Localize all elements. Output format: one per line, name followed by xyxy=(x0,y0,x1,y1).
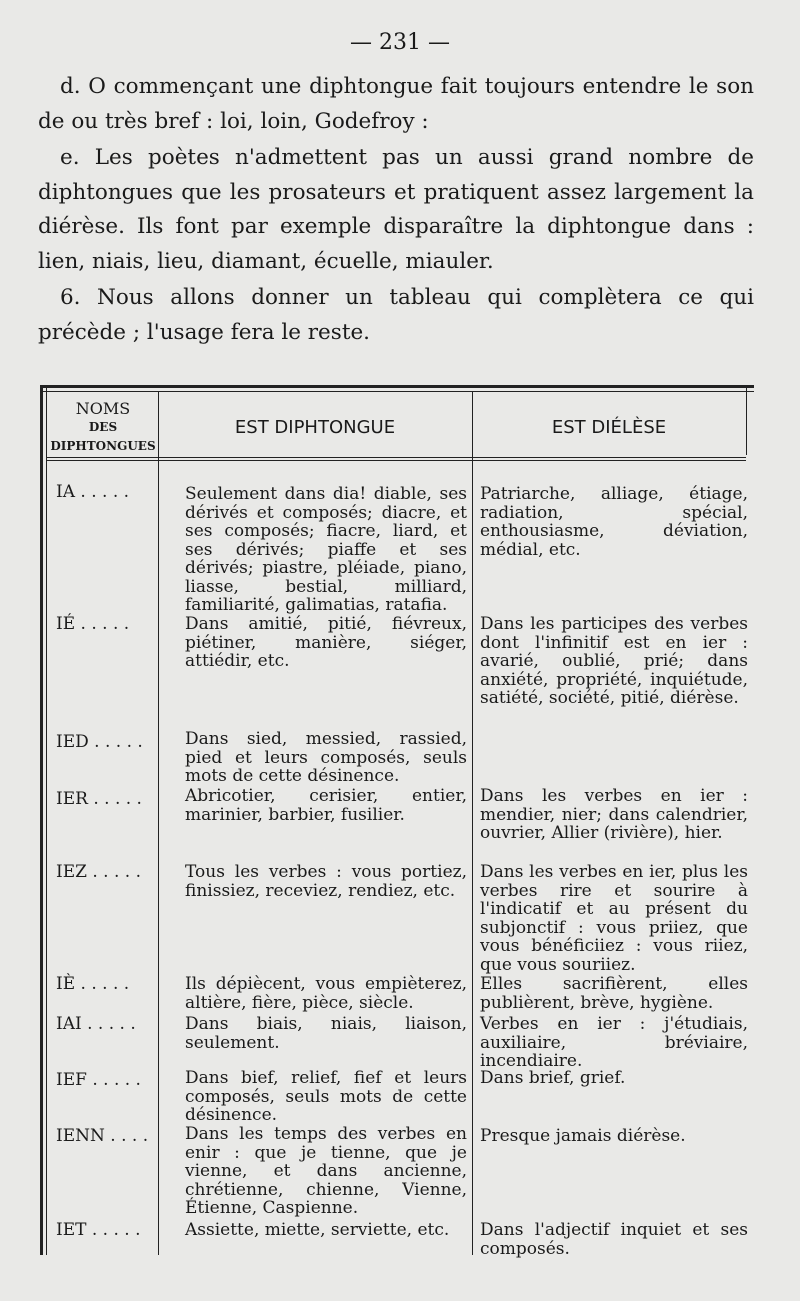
row-dierese-iez: Dans les verbes en ier, plus les verbes rire et sourire à l'indicatif et au présent du subjonctif : vous priiez, que vous bénéficiiez : vous riiez, que vous souriiez. xyxy=(480,862,748,975)
row-dierese-ief: Dans brief, grief. xyxy=(480,1068,626,1088)
row-diphtongue-ief: Dans bief, relief, fief et leurs composés, seuls mots de cette désinence. xyxy=(185,1068,467,1125)
row-dierese-ie: Dans les participes des verbes dont l'infinitif est en ier : avarié, oublié, prié; dans anxiété, propriété, inquiétude, satiété, société, pitié, diérèse. xyxy=(480,614,748,708)
row-name-iez: IEZ . . . . . xyxy=(56,862,141,882)
column-divider-1 xyxy=(158,391,159,1255)
body-text xyxy=(38,70,754,350)
header-est-diphtongue: EST DIPHTONGUE xyxy=(234,417,396,438)
row-name-ie: IÉ . . . . . xyxy=(56,614,130,634)
row-name-ied: IED . . . . . xyxy=(56,732,143,752)
header-noms-line3: DIPHTONGUES xyxy=(50,439,156,453)
row-dierese-ienn: Presque jamais diérèse. xyxy=(480,1126,686,1146)
row-name-ia: IA . . . . . xyxy=(56,482,130,502)
diphthong-table xyxy=(40,385,754,1259)
row-dierese-iet: Dans l'adjectif inquiet et ses composés. xyxy=(480,1220,748,1259)
row-diphtongue-iez: Tous les verbes : vous portiez, finissiez, receviez, rendiez, etc. xyxy=(185,862,467,901)
header-noms-line2: DES xyxy=(88,420,118,434)
paragraph-d: d. O commençant une diphtongue fait toujours entendre le son de ou très bref : loi, loin, Godefroy : xyxy=(38,74,754,134)
row-name-ier: IER . . . . . xyxy=(56,789,142,809)
row-dierese-ia: Patriarche, alliage, étiage, radiation, spécial, enthousiasme, déviation, médial, etc. xyxy=(480,484,748,560)
header-est-dierese: EST DIÉLÈSE xyxy=(551,417,667,438)
row-name-iet: IET . . . . . xyxy=(56,1220,141,1240)
row-diphtongue-ie: Dans amitié, pitié, fiévreux, piétiner, manière, siéger, attiédir, etc. xyxy=(185,614,467,671)
row-diphtongue-iet: Assiette, miette, serviette, etc. xyxy=(185,1220,450,1240)
header-noms xyxy=(50,399,156,456)
paragraph-e: e. Les poètes n'admettent pas un aussi grand nombre de diphtongues que les prosateurs et pratiquent assez largement la diérèse. Ils font par exemple disparaître la diphtongue dans : lien, niais, lieu, diamant, écuelle, miauler. xyxy=(38,145,754,274)
row-diphtongue-ier: Abricotier, cerisier, entier, marinier, barbier, fusilier. xyxy=(185,786,467,825)
row-name-iai: IAI . . . . . xyxy=(56,1014,136,1034)
row-diphtongue-iai: Dans biais, niais, liaison, seulement. xyxy=(185,1014,467,1053)
paragraph-6: 6. Nous allons donner un tableau qui complètera ce qui précède ; l'usage fera le reste. xyxy=(38,285,754,345)
column-divider-2 xyxy=(472,391,473,1255)
row-diphtongue-ienn: Dans les temps des verbes en enir : que je tienne, que je vienne, et dans ancienne, chrétienne, chienne, Vienne, Étienne, Caspienne. xyxy=(185,1124,467,1218)
table-top-rule-inner xyxy=(40,391,754,392)
table-left-rule xyxy=(40,385,43,1255)
header-rule xyxy=(46,457,746,458)
row-diphtongue-ie-grave: Ils dépiècent, vous empièterez, altière, fière, pièce, siècle. xyxy=(185,974,467,1013)
row-dierese-iai: Verbes en ier : j'étudiais, auxiliaire, bréviaire, incendiaire. xyxy=(480,1014,748,1071)
row-name-ienn: IENN . . . . xyxy=(56,1126,149,1146)
header-noms-line1: NOMS xyxy=(75,399,131,418)
row-dierese-ier: Dans les verbes en ier : mendier, nier; dans calendrier, ouvrier, Allier (rivière), hier. xyxy=(480,786,748,843)
row-diphtongue-ied: Dans sied, messied, rassied, pied et leurs composés, seuls mots de cette désinence. xyxy=(185,729,467,786)
table-left-rule-inner xyxy=(46,385,47,1255)
row-name-ief: IEF . . . . . xyxy=(56,1070,141,1090)
row-dierese-ie-grave: Elles sacrifièrent, elles publièrent, brève, hygiène. xyxy=(480,974,748,1013)
page-number: — 231 — xyxy=(350,30,450,55)
row-diphtongue-ia: Seulement dans dia! diable, ses dérivés et composés; diacre, et ses composés; fiacre, liard, et ses dérivés; piaffe et ses dérivés; piastre, pléiade, piano, liasse, bestial, milliard, familiarité, galimatias, ratafia. xyxy=(185,484,467,615)
header-rule-inner xyxy=(46,460,746,461)
row-name-ie-grave: IÈ . . . . . xyxy=(56,974,130,994)
table-right-rule xyxy=(746,385,747,455)
